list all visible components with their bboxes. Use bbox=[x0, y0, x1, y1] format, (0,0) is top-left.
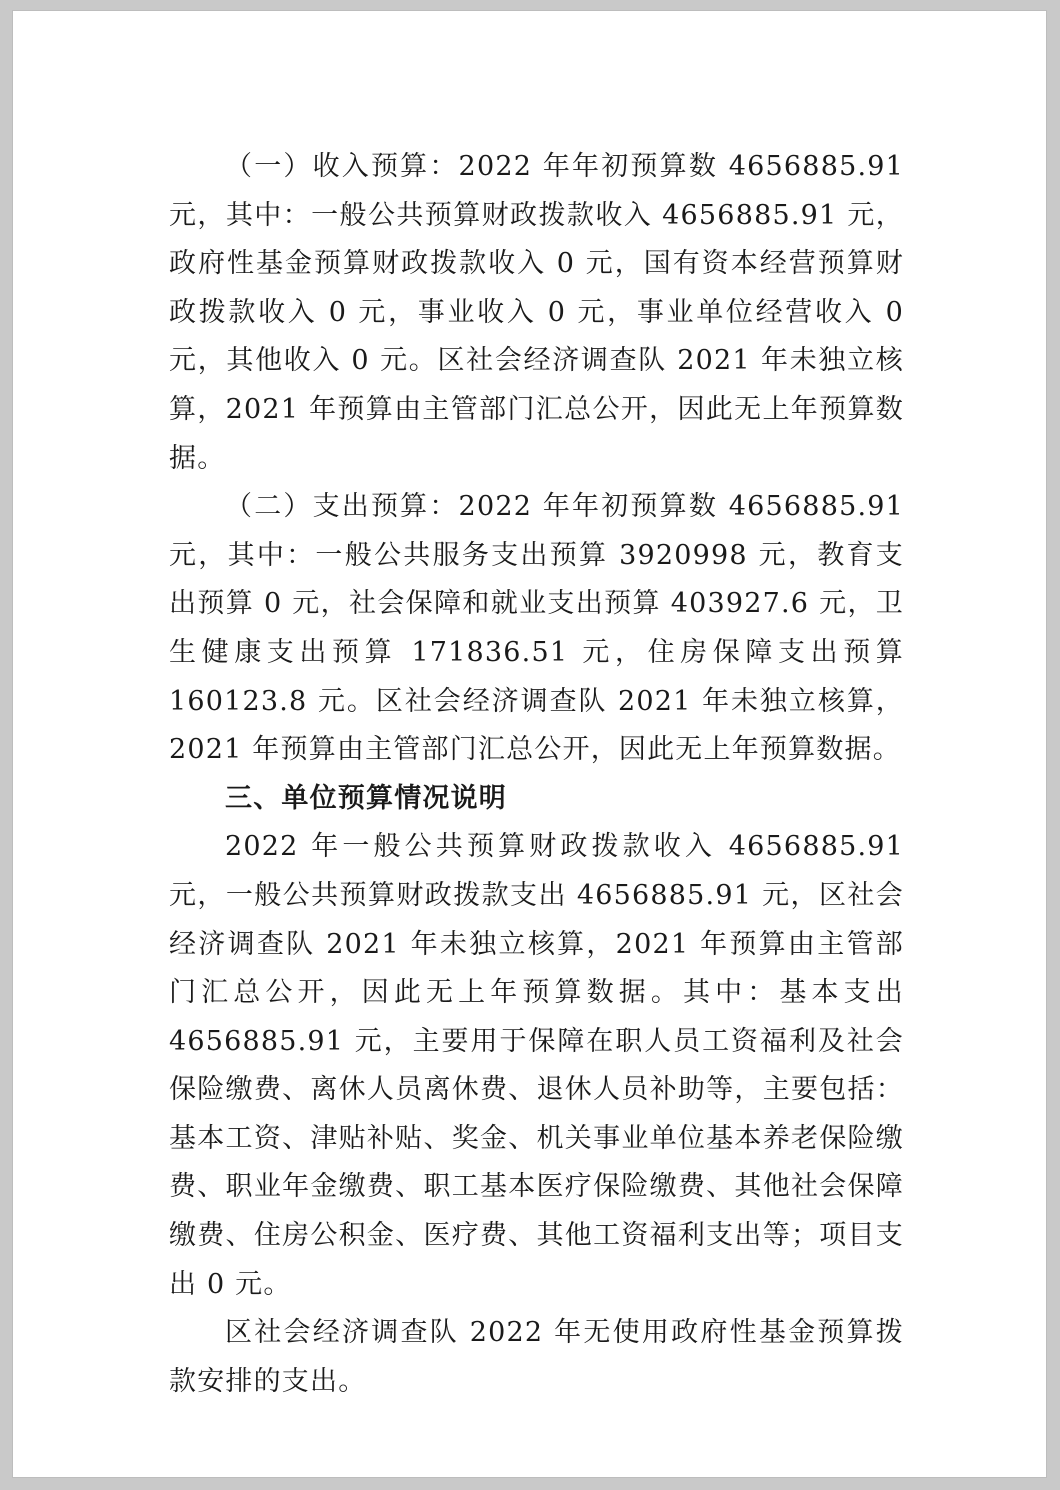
document-page bbox=[12, 10, 1047, 1478]
unit-budget-paragraph: 2022 年一般公共预算财政拨款收入 4656885.91 元，一般公共预算财政拨款支出 4656885.91 元，区社会经济调查队 2021 年未独立核算，2021 年预算由主管部门汇总公开，因此无上年预算数据。其中：基本支出 4656885.91 元，主要用于保障在职人员工资福利及社会保险缴费、离休人员离休费、退休人员补助等，主要包括：基本工资、津贴补贴、奖金、机关事业单位基本养老保险缴费、职业年金缴费、职工基本医疗保险缴费、其他社会保障缴费、住房公积金、医疗费、其他工资福利支出等；项目支出 0 元。 bbox=[169, 831, 904, 1300]
expenditure-budget-paragraph: （二）支出预算：2022 年年初预算数 4656885.91 元，其中：一般公共服务支出预算 3920998 元，教育支出预算 0 元，社会保障和就业支出预算 403927.6 元，卫生健康支出预算 171836.51 元，住房保障支出预算 160123.8 元。区社会经济调查队 2021 年未独立核算，2021 年预算由主管部门汇总公开，因此无上年预算数据。 bbox=[169, 491, 904, 766]
section-heading: 三、单位预算情况说明 bbox=[225, 782, 507, 814]
income-budget-paragraph: （一）收入预算：2022 年年初预算数 4656885.91 元，其中：一般公共预算财政拨款收入 4656885.91 元，政府性基金预算财政拨款收入 0 元，国有资本经营预算财政拨款收入 0 元，事业收入 0 元，事业单位经营收入 0 元，其他收入 0 元。区社会经济调查队 2021 年未独立核算，2021 年预算由主管部门汇总公开，因此无上年预算数据。 bbox=[169, 151, 904, 474]
gov-fund-paragraph: 区社会经济调查队 2022 年无使用政府性基金预算拨款安排的支出。 bbox=[169, 1317, 904, 1397]
document-body bbox=[169, 143, 904, 1406]
